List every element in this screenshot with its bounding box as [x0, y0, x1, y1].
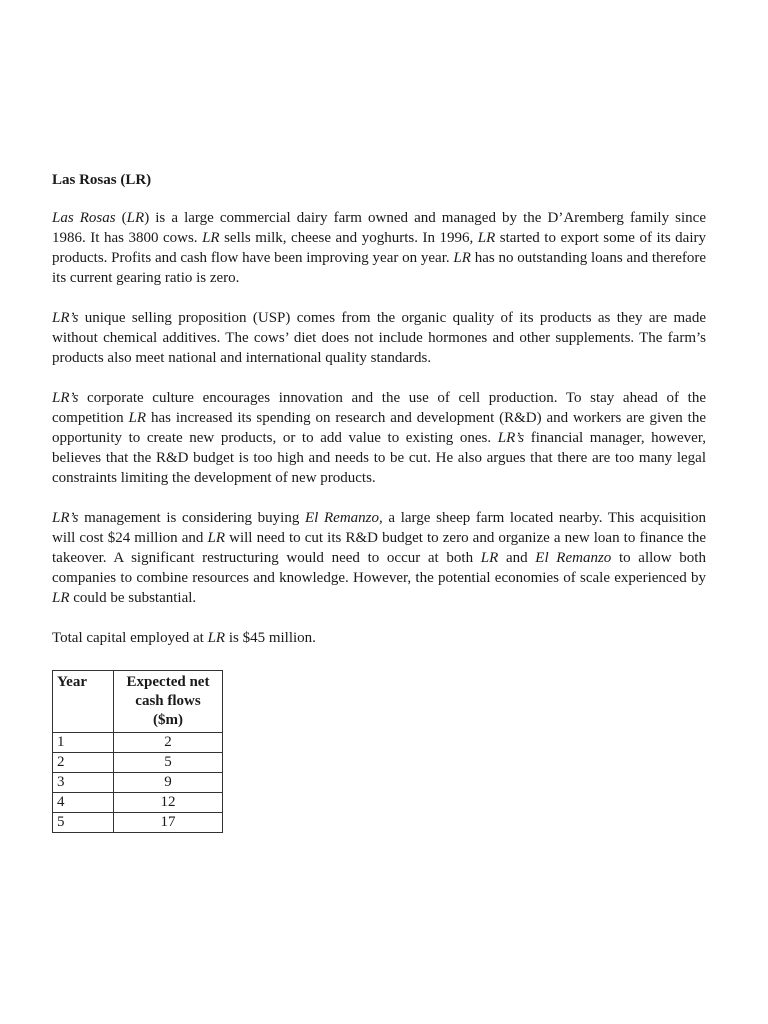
cash-flow-cell: 2 — [114, 733, 223, 753]
case-study — [52, 170, 706, 833]
paragraph-acquisition: LR’s management is considering buying El Remanzo, a large sheep farm located nearby. This acquisition will cost $24 million and LR will need to cut its R&D budget to zero and organize a new loan to finance the takeover. A significant restructuring would need to occur at both LR and El Remanzo to allow both companies to combine resources and knowledge. However, the potential economies of scale experienced by LR could be substantial. — [52, 510, 707, 606]
table-row — [53, 813, 223, 833]
cash-flow-cell: 17 — [114, 813, 223, 833]
cash-flow-table — [52, 670, 223, 833]
cash-flow-cell: 12 — [114, 793, 223, 813]
table-header-row — [53, 671, 223, 733]
year-cell: 5 — [53, 813, 114, 833]
case-title: Las Rosas (LR) — [52, 172, 152, 188]
header-year: Year — [53, 671, 114, 733]
year-cell: 4 — [53, 793, 114, 813]
paragraph-capital: Total capital employed at LR is $45 million. — [52, 630, 316, 646]
header-cash-flows: Expected net cash flows ($m) — [114, 671, 223, 733]
table-row — [53, 793, 223, 813]
paragraph-culture: LR’s corporate culture encourages innovation and the use of cell production. To stay ahead of the competition LR has increased its spending on research and development (R&D) and workers are given the opportunity to create new products, or to add value to existing ones. LR’s financial manager, however, believes that the R&D budget is too high and needs to be cut. He also argues that there are too many legal constraints limiting the development of new products. — [52, 390, 707, 486]
table-row — [53, 773, 223, 793]
year-cell: 2 — [53, 753, 114, 773]
paragraph-intro: Las Rosas (LR) is a large commercial dairy farm owned and managed by the D’Aremberg family since 1986. It has 3800 cows. LR sells milk, cheese and yoghurts. In 1996, LR started to export some of its dairy products. Profits and cash flow have been improving year on year. LR has no outstanding loans and therefore its current gearing ratio is zero. — [52, 210, 706, 286]
table-row — [53, 753, 223, 773]
year-cell: 3 — [53, 773, 114, 793]
cash-flow-cell: 9 — [114, 773, 223, 793]
table-row — [53, 733, 223, 753]
paragraph-usp: LR’s unique selling proposition (USP) comes from the organic quality of its products as they are made without chemical additives. The cows’ diet does not include hormones and other supplements. The farm’s products also meet national and international quality standards. — [52, 310, 706, 366]
cash-flow-cell: 5 — [114, 753, 223, 773]
year-cell: 1 — [53, 733, 114, 753]
